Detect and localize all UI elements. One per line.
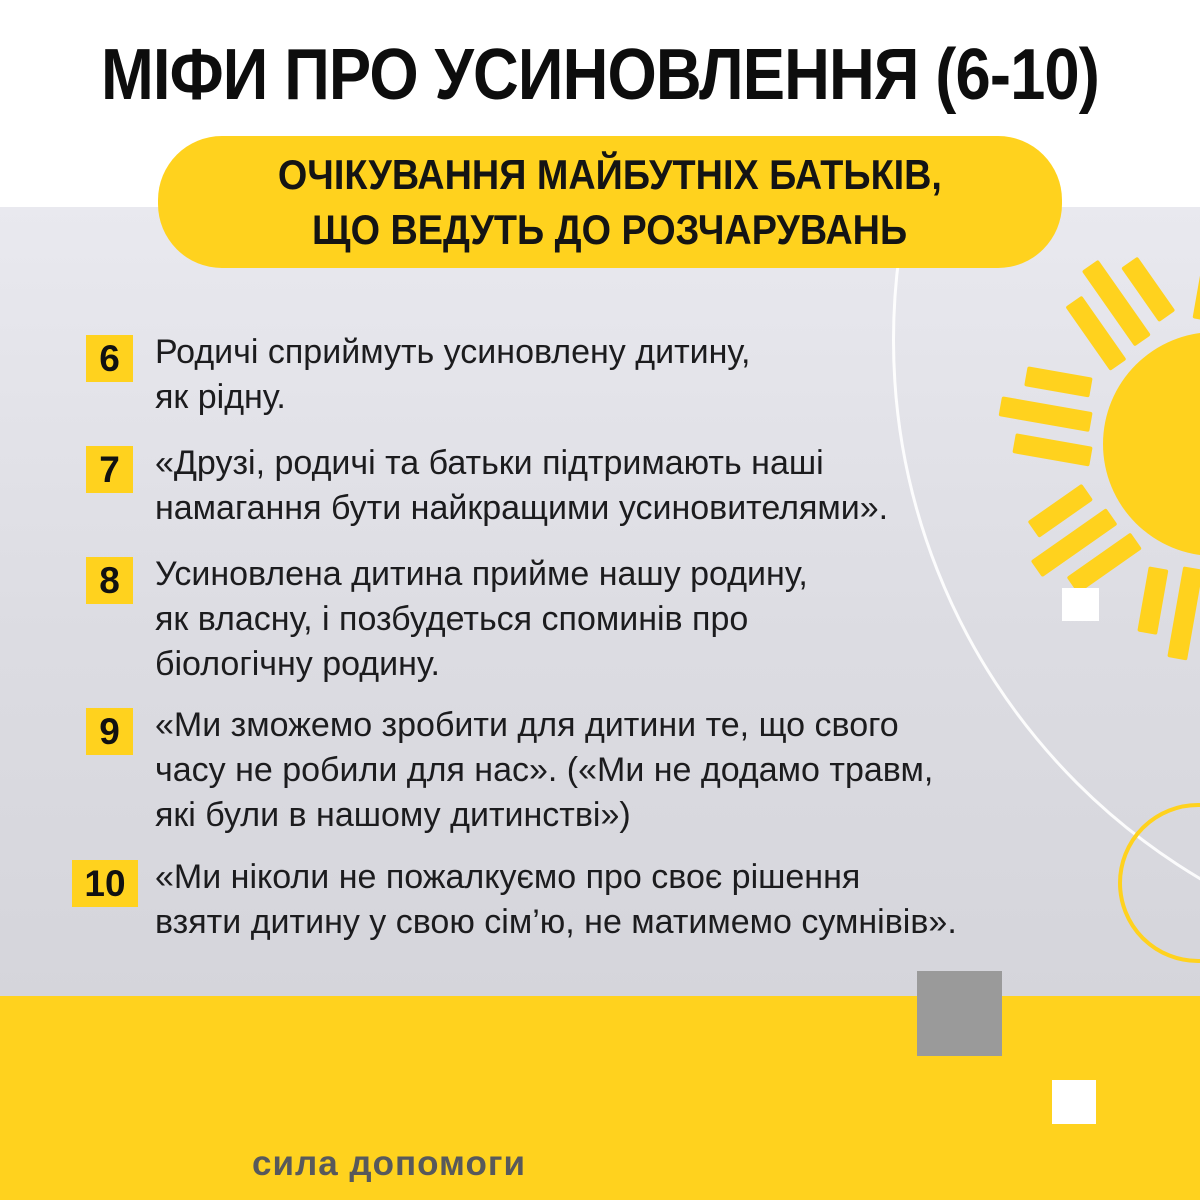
footer-bar — [0, 996, 1200, 1200]
myth-text: Родичі сприймуть усиновлену дитину, як рідну. — [155, 333, 751, 416]
content-section — [0, 207, 1200, 996]
myth-text: «Друзі, родичі та батьки підтримають наші намагання бути найкращими усиновителями». — [155, 444, 889, 527]
myth-number-badge: 10 — [72, 860, 138, 907]
decor-white-square-footer — [1052, 1080, 1096, 1124]
decor-gray-square — [917, 971, 1002, 1056]
myth-number-badge: 7 — [86, 446, 133, 493]
myth-text: «Ми зможемо зробити для дитини те, що свого часу не робили для нас». («Ми не додамо травм, які були в нашому дитинстві») — [155, 706, 934, 834]
myth-text: «Ми ніколи не пожалкуємо про своє рішення взяти дитину у свою сім’ю, не матимемо сумнівів». — [155, 858, 957, 941]
subtitle-banner — [158, 136, 1062, 268]
foundation-slogan: сила допомоги — [252, 1144, 526, 1183]
myth-number-badge: 9 — [86, 708, 133, 755]
myth-number-badge: 8 — [86, 557, 133, 604]
subtitle-line-2: ЩО ВЕДУТЬ ДО РОЗЧАРУВАНЬ — [312, 206, 908, 253]
page-title: МІФИ ПРО УСИНОВЛЕННЯ (6-10) — [100, 35, 1100, 115]
myth-text: Усиновлена дитина прийме нашу родину, як власну, і позбудеться споминів про біологічну родину. — [155, 555, 808, 683]
subtitle-line-1: ОЧІКУВАННЯ МАЙБУТНІХ БАТЬКІВ, — [277, 151, 943, 198]
myth-number-badge: 6 — [86, 335, 133, 382]
